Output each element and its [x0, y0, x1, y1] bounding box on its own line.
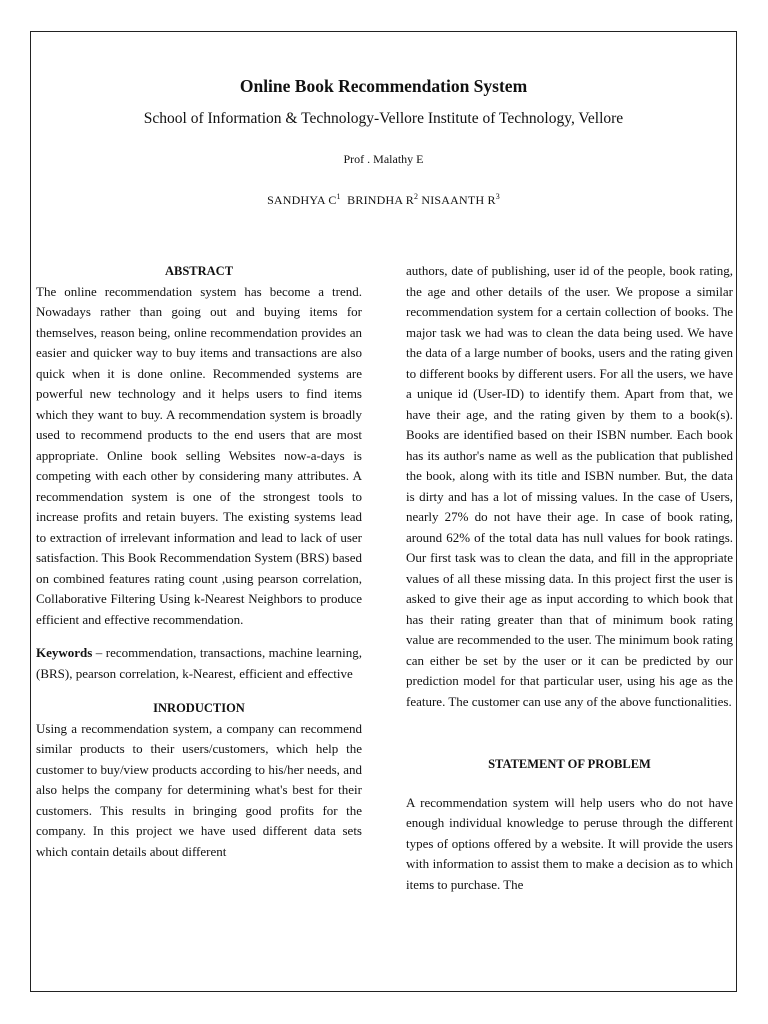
paper-page: [30, 31, 737, 992]
author-name: SANDHYA C: [267, 193, 337, 207]
author-superscript: 1: [336, 192, 341, 201]
keywords-label: Keywords: [36, 645, 93, 660]
author-name: NISAANTH R: [421, 193, 496, 207]
professor-name: Prof . Malathy E: [343, 152, 424, 166]
author-superscript: 3: [495, 192, 500, 201]
introduction-text-left: Using a recommendation system, a company can recommend similar products to their users/customers, which help the customer to buy/view products according to his/her needs, and also helps the company for determining what's best for their customers. This results in bringing good profits for the company. In this project we have used different data sets which contain details about different: [36, 720, 362, 859]
problem-heading: STATEMENT OF PROBLEM: [488, 757, 651, 771]
author-list: [31, 192, 736, 208]
introduction-heading: INRODUCTION: [153, 701, 245, 715]
keywords-text: – recommendation, transactions, machine learning, (BRS), pearson correlation, k-Nearest, efficient and effective: [36, 645, 362, 681]
right-column: [406, 261, 733, 895]
affiliation: School of Information & Technology-Vellore Institute of Technology, Vellore: [143, 110, 624, 127]
author-name: BRINDHA R: [347, 193, 414, 207]
left-column: [36, 261, 362, 862]
abstract-text: The online recommendation system has become a trend. Nowadays rather than going out and buying items for themselves, reason being, online recommendation provides an easier and quicker way to buy items and transactions are also quick when it is done online. Recommended systems are powerful new technology and it helps users to find items which they want to buy. A recommendation system is broadly used to recommend products to the end users that are most appropriate. Online book selling Websites now-a-days is competing with each other by considering many attributes. A recommendation system is one of the strongest tools to increase profits and retain buyers. The existing systems lead to extraction of irrelevant information and lead to lack of user satisfaction. This Book Recommendation System (BRS) based on combined features rating count ,using pearson correlation, Collaborative Filtering Using k-Nearest Neighbors to produce efficient and effective recommendation.: [36, 283, 362, 627]
introduction-text-right: authors, date of publishing, user id of the people, book rating, the age and other details of the user. We propose a similar recommendation system for a certain collection of books. The major task we had was to clean the data being used. We have the data of a large number of books, users and the rating given to different books by different users. For all the users, we have a unique id (User-ID) to identify them. Apart from that, we have their age, and the rating given by them to a book(s). Books are identified based on their ISBN number. Each book has its author's name as well as the publication that published the book, along with its title and ISBN number. But, the data is dirty and has a lot of missing values. In the case of Users, nearly 27% do not have their age. In case of book rating, around 62% of the total data has null values for book ratings. Our first task was to clean the data, and fill in the appropriate values of all these missing data. In this project first the user is asked to give their age as input according to which book that has their rating greater than that of minimum book rating value are recommended to the user. The minimum book rating can either be set by the user or it can be predicted by our prediction model for that particular user, using his age as the feature. The customer can use any of the above functionalities.: [406, 263, 733, 709]
problem-text: A recommendation system will help users who do not have enough individual knowledge to peruse through the different types of options offered by a website. It will provide the users with information to assist them to make a decision as to which items to purchase. The: [406, 794, 733, 892]
keywords-paragraph: [36, 643, 362, 684]
abstract-heading: ABSTRACT: [164, 264, 234, 278]
paper-title: Online Book Recommendation System: [239, 76, 528, 96]
author-superscript: 2: [413, 192, 419, 201]
